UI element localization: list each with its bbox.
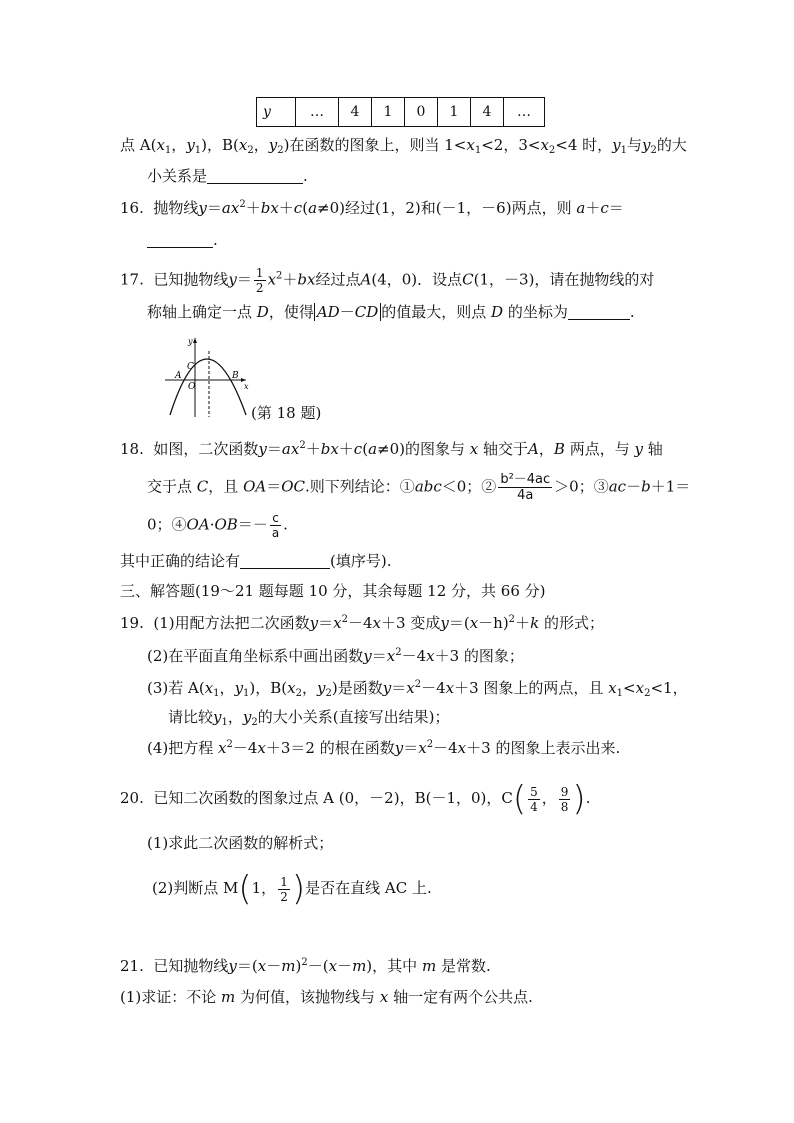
q16-line2: . (147, 229, 218, 251)
q19-part3: (3)若 $A(x_1$，$y_1$)，$B(x_2$，$y_2$)是函数$y=x^2-4x+3$ 图象上的两点，且 $x_1<x_2<1$， (147, 679, 688, 699)
question-number: 17. (120, 270, 144, 289)
question-number: 21. (120, 957, 144, 975)
q20-line1: 20. 已知二次函数的图象过点 A (0，－2)，B(－1，0)，C( $\frac{5}{4}$ ， $\frac{9}{8}$ ). (120, 779, 591, 819)
q17-line1: 17. 已知抛物线y＝ $\frac{1}{2}$ $x^2+bx$经过点A(4，0)．设点C(1，－3)，请在抛物线的对 (120, 266, 655, 295)
table-cell: 4 (471, 98, 504, 127)
q18-line1: 18. 如图，二次函数$y=ax^2+bx+c(a\ne 0)$的图象与 x 轴交于A，B 两点，与 y 轴 (120, 440, 663, 458)
figure-label-a: A (175, 371, 182, 381)
q15-line1: 点 $A(x_1$，$y_1$)，$B(x_2$，$y_2$)在函数的图象上，则当 $1<x_1<2$，$3<x_2<4$ 时，$y_1$与$y_2$的大 (120, 136, 687, 156)
figure-label-o: O (188, 382, 196, 392)
table-row-label: y (257, 98, 296, 127)
fraction-numerator: c (272, 511, 279, 525)
q19-part3-line2: 请比较$y_1$，$y_2$的大小关系(直接写出结果)； (168, 708, 450, 728)
fraction-numerator: b²－4ac (500, 472, 551, 487)
q21-part1: (1)求证：不论 m 为何值，该抛物线与 x 轴一定有两个公共点. (120, 988, 533, 1006)
fraction-denominator: 4a (517, 488, 534, 503)
figure-label-y: y (188, 337, 193, 346)
question-number: 16. (120, 199, 144, 217)
q20-part1: (1)求此二次函数的解析式； (147, 834, 334, 852)
q20-part2: (2)判断点 M(1， $\frac{1}{2}$ )是否在直线 AC 上. (152, 869, 432, 909)
question-number: 18. (120, 440, 144, 458)
question-number: 19. (120, 614, 144, 632)
table-row (257, 98, 545, 127)
figure-label-x: x (244, 382, 249, 391)
q18-line3: 0；④OA·OB＝－ $\frac{c}{a}$ . (147, 511, 288, 540)
q17-line2: 称轴上确定一点 D，使得 AD－CD 的值最大，则点 D 的坐标为 . (147, 303, 635, 321)
section-heading: 三、解答题(19～21 题每题 10 分，其余每题 12 分，共 66 分) (120, 582, 546, 600)
figure-label-b: B (232, 371, 239, 381)
table-cell: … (296, 98, 339, 127)
answer-blank (207, 167, 303, 184)
figure-label-c: C (187, 362, 194, 372)
answer-blank (568, 303, 630, 320)
question-number: 20. (120, 789, 144, 807)
q19-part2: (2)在平面直角坐标系中画出函数$y=x^2-4x+3$ 的图象； (147, 647, 524, 665)
q18-line2: 交于点 C，且 OA＝OC.则下列结论：①abc＜0；② $\frac{\text{b²－4ac}}{4a}$ ＞0；③ac－b＋1＝ (147, 472, 691, 503)
table-cell: 0 (405, 98, 438, 127)
table-cell: 4 (339, 98, 372, 127)
answer-blank (240, 552, 330, 569)
q19-part1: 19. (1)用配方法把二次函数$y=x^2-4x+3$ 变成$y=(x-h)^2+k$ 的形式； (120, 614, 604, 632)
q19-part4: (4)把方程 $x^2-4x+3=2$ 的根在函数$y=x^2-4x+3$ 的图象上表示出来. (147, 739, 621, 757)
table-cell: 1 (438, 98, 471, 127)
table-cell: … (504, 98, 545, 127)
q15-line2: 小关系是 . (147, 167, 308, 185)
value-table (256, 97, 545, 127)
parabola-figure (160, 333, 260, 419)
q16-line1: 16. 抛物线$y=ax^2+bx+c(a\ne 0)$经过(1，2)和(－1，－6)两点，则 a＋c＝ (120, 199, 624, 217)
answer-blank (147, 231, 213, 248)
q18-answer-line: 其中正确的结论有 (填序号). (120, 552, 392, 570)
figure-caption: (第 18 题) (251, 404, 322, 422)
fraction-denominator: a (271, 526, 280, 540)
table-cell: 1 (372, 98, 405, 127)
q21-line1: 21. 已知抛物线$y=(x-m)^2-(x-m)$，其中 m 是常数. (120, 957, 491, 975)
